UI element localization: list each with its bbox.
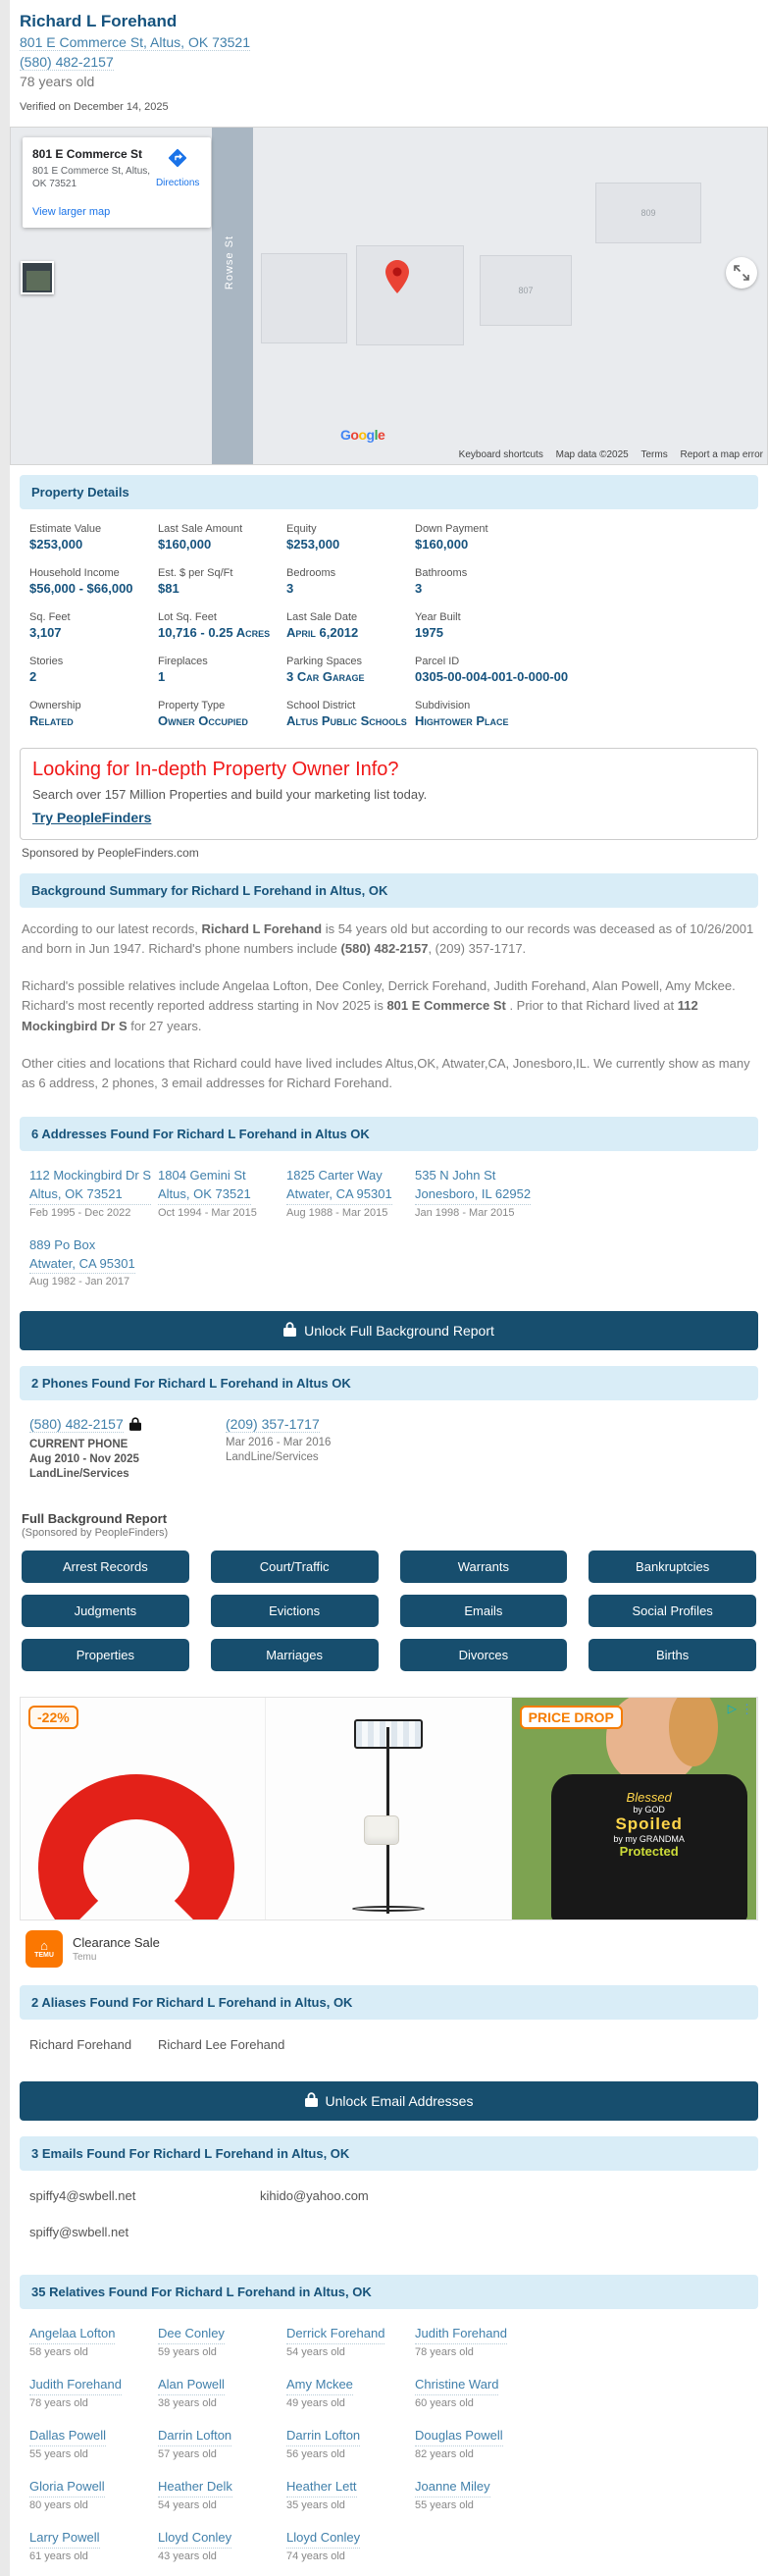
report-button-social-profiles[interactable]: Social Profiles	[589, 1595, 756, 1627]
report-button-evictions[interactable]: Evictions	[211, 1595, 379, 1627]
relative-link[interactable]: Heather Delk	[158, 2478, 232, 2497]
property-item: Property Type Owner Occupied	[158, 700, 248, 728]
unlock-email-addresses-button[interactable]: Unlock Email Addresses	[20, 2081, 758, 2121]
report-button-births[interactable]: Births	[589, 1639, 756, 1671]
relative-item: Heather Delk 54 years old	[158, 2478, 232, 2511]
map-building-809: 809	[595, 183, 701, 243]
header-address-link[interactable]: 801 E Commerce St, Altus, OK 73521	[20, 34, 251, 50]
map-marker-icon[interactable]	[385, 260, 409, 298]
email-item: spiffy@swbell.net	[29, 2225, 129, 2240]
property-item: Down Payment $160,000	[415, 523, 488, 552]
map-attribution	[449, 449, 763, 460]
street-label: Rowse St	[224, 236, 235, 290]
address-item: 1825 Carter Way Atwater, CA 95301 Aug 1988 - Mar 2015	[286, 1167, 392, 1219]
google-logo[interactable]: Google	[340, 427, 385, 443]
email-item: spiffy4@swbell.net	[29, 2188, 136, 2204]
relative-item: Dee Conley 59 years old	[158, 2326, 225, 2359]
emails-header: 3 Emails Found For Richard L Forehand in Altus, OK	[20, 2136, 758, 2171]
phones-header: 2 Phones Found For Richard L Forehand in Altus OK	[20, 1366, 758, 1400]
address-link[interactable]: 1804 Gemini St Altus, OK 73521	[158, 1167, 251, 1205]
relative-link[interactable]: Joanne Miley	[415, 2478, 490, 2497]
property-item: Lot Sq. Feet 10,716 - 0.25 Acres	[158, 611, 271, 640]
report-button-warrants[interactable]: Warrants	[400, 1551, 568, 1583]
peoplefinders-promo	[20, 748, 758, 840]
person-header	[10, 0, 768, 127]
relative-item: Christine Ward 60 years old	[415, 2377, 499, 2410]
relative-link[interactable]: Heather Lett	[286, 2478, 357, 2497]
red-product-image	[38, 1774, 234, 1919]
phone-lock-icon	[129, 1417, 141, 1436]
relative-item: Dallas Powell 55 years old	[29, 2428, 107, 2460]
report-button-emails[interactable]: Emails	[400, 1595, 568, 1627]
report-button-judgments[interactable]: Judgments	[22, 1595, 189, 1627]
relative-item: Heather Lett 35 years old	[286, 2478, 357, 2511]
promo-body: Search over 157 Million Properties and build your marketing list today.	[32, 787, 428, 802]
map-building-807: 807	[480, 255, 572, 326]
relative-link[interactable]: Larry Powell	[29, 2529, 100, 2549]
property-item: Stories 2	[29, 656, 64, 684]
summary-paragraph-3: Other cities and locations that Richard could have lived includes Altus,OK, Atwater,CA, Jonesboro,IL. We currently show as many as 6 address, 2 phones, 3 email addresses for Richard Forehand.	[22, 1055, 750, 1090]
relative-link[interactable]: Derrick Forehand	[286, 2325, 384, 2344]
relative-link[interactable]: Alan Powell	[158, 2376, 225, 2395]
property-item: Sq. Feet 3,107	[29, 611, 71, 640]
map-building	[356, 245, 464, 345]
ad-banner[interactable]	[20, 1697, 758, 1920]
view-larger-map-link[interactable]: View larger map	[32, 206, 111, 218]
ad-product-toilet-stand[interactable]	[266, 1698, 511, 1919]
tshirt-image: Blessed by GOD Spoiled by my GRANDMA Protected	[551, 1774, 747, 1919]
phone-item: (580) 482-2157 CURRENT PHONE Aug 2010 - Nov 2025 LandLine/Services	[29, 1416, 139, 1481]
address-link[interactable]: 889 Po Box Atwater, CA 95301	[29, 1236, 135, 1275]
price-drop-badge: PRICE DROP	[520, 1706, 623, 1729]
full-report-sponsored: (Sponsored by PeopleFinders)	[22, 1527, 169, 1540]
address-item: 1804 Gemini St Altus, OK 73521 Oct 1994 - Mar 2015	[158, 1167, 257, 1219]
person-age: 78 years old	[20, 74, 95, 89]
relative-item: Gloria Powell 80 years old	[29, 2478, 105, 2511]
ad-headline-link[interactable]: Clearance Sale	[73, 1935, 160, 1951]
relative-link[interactable]: Darrin Lofton	[158, 2427, 231, 2446]
ad-product-tshirt[interactable]	[512, 1698, 757, 1919]
relatives-grid	[10, 2321, 768, 2569]
summary-paragraph-1: According to our latest records, Richard L Forehand is 54 years old but according to our records was deceased as of 10/26/2001 and born in Jun 1947. Richard's phone numbers include (580) 482-2157, (209) 357-1717.	[22, 921, 754, 957]
directions-icon[interactable]	[167, 156, 188, 173]
ad-menu-icon[interactable]: ⋮	[741, 1702, 753, 1717]
report-button-properties[interactable]: Properties	[22, 1639, 189, 1671]
address-link[interactable]: 112 Mockingbird Dr S Altus, OK 73521	[29, 1167, 151, 1205]
address-item: 889 Po Box Atwater, CA 95301 Aug 1982 - Jan 2017	[29, 1236, 135, 1288]
property-details-grid	[10, 521, 768, 734]
promo-headline: Looking for In-depth Property Owner Info?	[32, 759, 399, 780]
promo-sponsored-label: Sponsored by PeopleFinders.com	[22, 846, 199, 860]
address-link[interactable]: 1825 Carter Way Atwater, CA 95301	[286, 1167, 392, 1205]
temu-logo[interactable]: ⌂ TEMU	[26, 1930, 63, 1968]
lock-icon	[283, 1322, 296, 1340]
ad-product-vr-cover[interactable]	[21, 1698, 266, 1919]
summary-paragraph-2: Richard's possible relatives include Angelaa Lofton, Dee Conley, Derrick Forehand, Judith Forehand, Alan Powell, Amy Mckee. Richard's most recently reported address starting in Nov 2025 is 801 E Commerce St . Prior to that Richard lived at 112 Mockingbird Dr S for 27 years.	[22, 978, 736, 1033]
header-phone-link[interactable]: (580) 482-2157	[20, 54, 114, 70]
relative-link[interactable]: Lloyd Conley	[158, 2529, 231, 2549]
map-building	[261, 253, 347, 343]
phone-link[interactable]: (209) 357-1717	[226, 1416, 320, 1433]
property-item: Bedrooms 3	[286, 567, 336, 596]
property-item: Year Built 1975	[415, 611, 461, 640]
relative-item: Larry Powell 61 years old	[29, 2529, 100, 2562]
alias-item: Richard Forehand	[29, 2037, 132, 2053]
property-item: Subdivision Hightower Place	[415, 700, 509, 728]
report-button-bankruptcies[interactable]: Bankruptcies	[589, 1551, 756, 1583]
property-item: Parcel ID 0305-00-004-001-0-000-00	[415, 656, 569, 684]
map-pan-control-icon[interactable]	[726, 257, 757, 289]
google-map[interactable]	[10, 127, 768, 465]
phone-link[interactable]: (580) 482-2157	[29, 1416, 124, 1433]
ad-brand-label: Temu	[73, 1952, 97, 1964]
verified-date: Verified on December 14, 2025	[20, 101, 169, 113]
relative-item: Alan Powell 38 years old	[158, 2377, 225, 2410]
discount-badge: -22%	[28, 1706, 78, 1729]
address-item: 535 N John St Jonesboro, IL 62952 Jan 1998 - Mar 2015	[415, 1167, 532, 1219]
relatives-header: 35 Relatives Found For Richard L Forehand in Altus, OK	[20, 2275, 758, 2309]
addresses-header: 6 Addresses Found For Richard L Forehand in Altus OK	[20, 1117, 758, 1151]
keyboard-shortcuts-link[interactable]: Keyboard shortcuts	[458, 449, 543, 460]
property-item: Last Sale Amount $160,000	[158, 523, 243, 552]
relative-link[interactable]: Darrin Lofton	[286, 2427, 360, 2446]
report-button-divorces[interactable]: Divorces	[400, 1639, 568, 1671]
try-peoplefinders-link[interactable]: Try PeopleFinders	[32, 810, 152, 825]
phones-grid	[10, 1412, 768, 1490]
full-report-title: Full Background Report	[22, 1511, 168, 1527]
address-item: 112 Mockingbird Dr S Altus, OK 73521 Feb 1995 - Dec 2022	[29, 1167, 152, 1219]
relative-link[interactable]: Lloyd Conley	[286, 2529, 360, 2549]
map-data-label: Map data ©2025	[555, 449, 629, 460]
relative-item: Judith Forehand 78 years old	[415, 2326, 507, 2359]
relative-link[interactable]: Judith Forehand	[29, 2376, 122, 2395]
property-item: Est. $ per Sq/Ft $81	[158, 567, 233, 596]
relative-item: Judith Forehand 78 years old	[29, 2377, 122, 2410]
report-button-marriages[interactable]: Marriages	[211, 1639, 379, 1671]
relative-item: Amy Mckee 49 years old	[286, 2377, 353, 2410]
relative-link[interactable]: Judith Forehand	[415, 2325, 507, 2344]
relative-item: Lloyd Conley 74 years old	[286, 2529, 361, 2562]
relative-link[interactable]: Dee Conley	[158, 2325, 225, 2344]
property-item: Household Income $56,000 - $66,000	[29, 567, 133, 596]
adchoices-icon[interactable]: ▷	[727, 1702, 737, 1716]
page-title: Richard L Forehand	[20, 12, 178, 30]
map-satellite-toggle[interactable]	[21, 261, 54, 294]
map-street-band	[212, 128, 253, 464]
relative-item: Lloyd Conley 43 years old	[158, 2529, 232, 2562]
relative-item: Darrin Lofton 56 years old	[286, 2428, 361, 2460]
property-item: Equity $253,000	[286, 523, 340, 552]
relative-link[interactable]: Christine Ward	[415, 2376, 498, 2395]
map-card-address: 801 E Commerce St, Altus, OK 73521	[32, 166, 151, 189]
lock-icon	[305, 2092, 318, 2110]
report-button-arrest-records[interactable]: Arrest Records	[22, 1551, 189, 1583]
relative-link[interactable]: Douglas Powell	[415, 2427, 503, 2446]
relative-item: Douglas Powell 82 years old	[415, 2428, 503, 2460]
property-item: Last Sale Date April 6,2012	[286, 611, 359, 640]
relative-link[interactable]: Amy Mckee	[286, 2376, 353, 2395]
report-map-error-link[interactable]: Report a map error	[680, 449, 763, 460]
email-item: kihido@yahoo.com	[260, 2188, 369, 2204]
report-buttons-grid	[22, 1551, 756, 1671]
map-card-title: 801 E Commerce St	[32, 147, 143, 161]
emails-grid	[10, 2182, 768, 2255]
terms-link[interactable]: Terms	[640, 449, 668, 460]
map-info-card	[23, 137, 211, 228]
background-summary-header: Background Summary for Richard L Forehand in Altus, OK	[20, 873, 758, 908]
property-item: Parking Spaces 3 Car Garage	[286, 656, 365, 684]
property-item: Ownership Related	[29, 700, 81, 728]
relative-link[interactable]: Gloria Powell	[29, 2478, 105, 2497]
aliases-grid	[10, 2031, 768, 2066]
directions-label[interactable]: Directions	[155, 178, 200, 188]
relative-item: Joanne Miley 55 years old	[415, 2478, 490, 2511]
relative-item: Darrin Lofton 57 years old	[158, 2428, 232, 2460]
property-details-header: Property Details	[20, 475, 758, 509]
phone-item: (209) 357-1717 Mar 2016 - Mar 2016 LandLine/Services	[226, 1416, 332, 1464]
relative-link[interactable]: Dallas Powell	[29, 2427, 106, 2446]
property-item: Estimate Value $253,000	[29, 523, 102, 552]
addresses-grid	[10, 1163, 768, 1295]
aliases-header: 2 Aliases Found For Richard L Forehand in Altus, OK	[20, 1985, 758, 2020]
page	[10, 0, 768, 2576]
relative-item: Derrick Forehand 54 years old	[286, 2326, 385, 2359]
report-button-court-traffic[interactable]: Court/Traffic	[211, 1551, 379, 1583]
address-link[interactable]: 535 N John St Jonesboro, IL 62952	[415, 1167, 531, 1205]
relative-link[interactable]: Angelaa Lofton	[29, 2325, 115, 2344]
unlock-full-report-button[interactable]: Unlock Full Background Report	[20, 1311, 758, 1350]
ad-advertiser-row	[26, 1930, 758, 1968]
property-item: Bathrooms 3	[415, 567, 468, 596]
property-item: Fireplaces 1	[158, 656, 208, 684]
property-item: School District Altus Public Schools	[286, 700, 407, 728]
alias-item: Richard Lee Forehand	[158, 2037, 285, 2053]
relative-item: Angelaa Lofton 58 years old	[29, 2326, 116, 2359]
